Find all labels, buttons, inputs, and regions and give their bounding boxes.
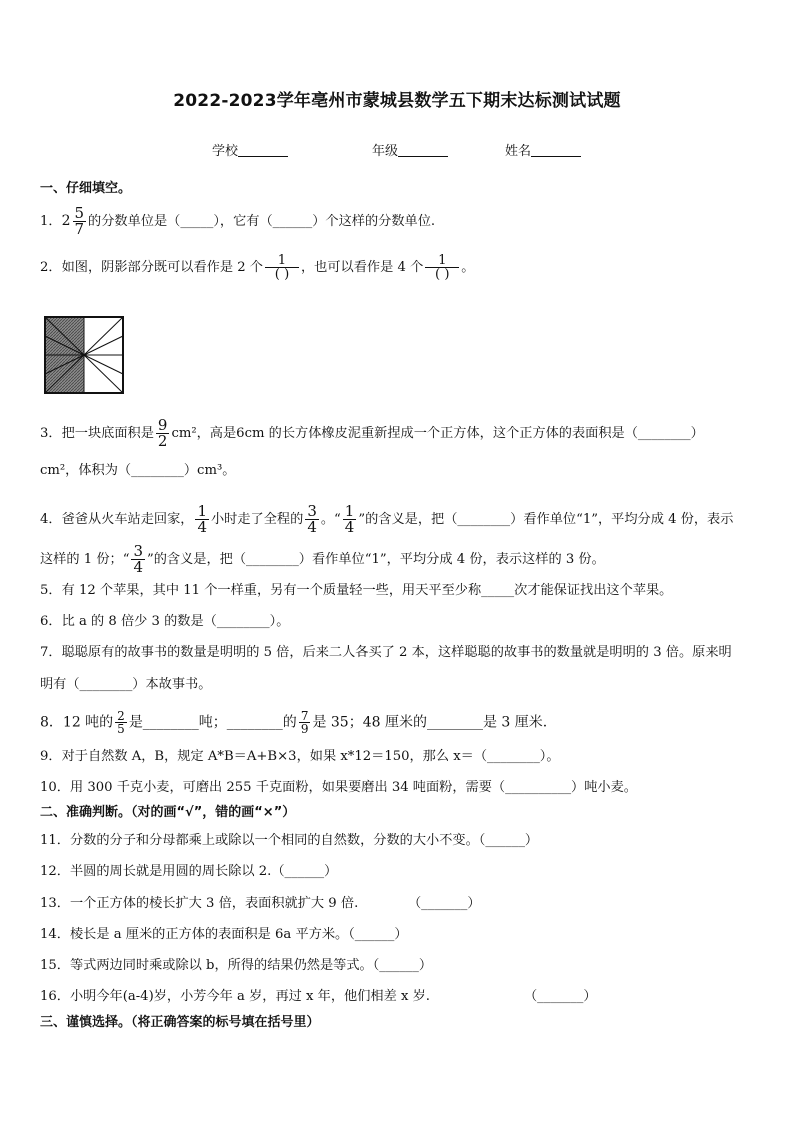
question-5: 5．有 12 个苹果，其中 11 个一样重，另有一个质量轻一些，用天平至少称_____次才能保证找出这个苹果。 (40, 583, 673, 598)
question-1 (40, 206, 435, 237)
question-7: 7．聪聪原有的故事书的数量是明明的 5 倍，后来二人各买了 2 本，这样聪聪的故事书的数量就是明明的 3 倍。原来明 (40, 645, 732, 660)
fraction-denominator: 4 (197, 518, 207, 536)
question-text: 这样的 1 份；“ (40, 552, 130, 567)
fraction-numerator: 7 (300, 709, 309, 723)
fraction-denominator: 5 (117, 722, 125, 736)
question-2 (40, 254, 474, 281)
school-label: 学校 (212, 144, 239, 159)
fraction (305, 504, 319, 535)
fraction (131, 544, 145, 575)
fraction (195, 504, 209, 535)
fraction-denominator: 4 (307, 518, 317, 536)
question-text: ”的含义是，把（________）看作单位“1”，平均分成 4 份，表示 (358, 512, 734, 527)
name-label: 姓名 (505, 144, 532, 159)
question-15: 15．等式两边同时乘或除以 b，所得的结果仍然是等式。（______） (40, 958, 433, 973)
name-blank[interactable] (531, 144, 581, 157)
fraction-denominator: 4 (344, 518, 355, 536)
question-text: 是________吨；________的 (128, 714, 297, 731)
fraction-numerator: 1 (344, 502, 355, 520)
name-field (505, 140, 581, 159)
fraction (343, 504, 357, 535)
fraction-numerator: 3 (307, 502, 317, 520)
fraction-numerator: 3 (133, 542, 143, 560)
question-6: 6．比 a 的 8 倍少 3 的数是（________）。 (40, 614, 290, 629)
question-11: 11．分数的分子和分母都乘上或除以一个相同的自然数，分数的大小不变。（______） (40, 833, 539, 848)
question-16-blank[interactable]: （_______） (524, 989, 597, 1004)
question-number: 2． (40, 260, 62, 276)
fraction-denominator: 2 (157, 432, 168, 450)
question-10: 10．用 300 千克小麦，可磨出 255 千克面粉，如果要磨出 34 吨面粉，需要（__________）吨小麦。 (40, 780, 637, 795)
fraction (265, 254, 299, 281)
question-text: 小时走了全程的 (211, 512, 304, 527)
school-blank[interactable] (238, 144, 288, 157)
fraction-numerator: 2 (117, 709, 125, 723)
question-14: 14．棱长是 a 厘米的正方体的表面积是 6a 平方米。（______） (40, 927, 408, 942)
question-8 (40, 710, 547, 735)
fraction (425, 254, 459, 281)
question-13-blank[interactable]: （_______） (408, 896, 481, 911)
section-3-heading: 三、谨慎选择。（将正确答案的标号填在括号里） (40, 1015, 320, 1030)
fraction (115, 710, 127, 735)
question-text: 8．12 吨的 (40, 714, 114, 731)
question-12: 12．半圆的周长就是用圆的周长除以 2.（______） (40, 864, 338, 879)
question-3-continued: cm²，体积为（________）cm³。 (40, 463, 236, 478)
question-3 (40, 418, 704, 449)
shaded-square-figure (44, 316, 124, 394)
question-9: 9．对于自然数 A，B，规定 A*B＝A+B×3，如果 x*12＝150，那么 x＝（________）。 (40, 749, 560, 764)
question-number: 1． (40, 214, 62, 229)
question-4 (40, 504, 733, 535)
mixed-whole: 2 (61, 213, 71, 229)
section-2-heading: 二、准确判断。（对的画“√”，错的画“×”） (40, 805, 296, 820)
section-1-heading: 一、仔细填空。 (40, 181, 132, 196)
fraction (299, 710, 311, 735)
grade-label: 年级 (372, 144, 399, 159)
fraction-numerator: 1 (265, 254, 299, 268)
question-7-continued: 明有（________）本故事书。 (40, 677, 212, 692)
question-text: 。“ (320, 512, 341, 527)
question-text: 的分数单位是（_____），它有（______）个这样的分数单位. (88, 214, 436, 229)
fraction-numerator: 5 (74, 204, 85, 222)
question-text: 。 (461, 260, 475, 276)
question-4-continued (40, 544, 605, 575)
grade-field (372, 140, 448, 159)
fraction-denominator: 7 (74, 220, 85, 238)
fraction (73, 206, 87, 237)
question-13: 13．一个正方体的棱长扩大 3 倍，表面积就扩大 9 倍. (40, 896, 359, 911)
grade-blank[interactable] (398, 144, 448, 157)
question-text: 爸爸从火车站走回家， (61, 512, 194, 527)
question-text: 把一块底面积是 (61, 426, 154, 441)
question-text: ”的含义是，把（________）看作单位“1”，平均分成 4 份，表示这样的 3 份。 (147, 552, 605, 567)
page-title: 2022-2023学年亳州市蒙城县数学五下期末达标测试试题 (173, 91, 621, 111)
fraction-numerator: 9 (157, 416, 168, 434)
fraction-numerator: 1 (197, 502, 207, 520)
question-text: cm²，高是6cm 的长方体橡皮泥重新捏成一个正方体，这个正方体的表面积是（________） (171, 426, 704, 441)
question-number: 4． (40, 512, 62, 527)
school-field (212, 140, 288, 159)
fraction-denominator[interactable]: ( ) (274, 267, 290, 283)
question-number: 3． (40, 426, 62, 441)
question-16: 16．小明今年(a-4)岁，小芳今年 a 岁，再过 x 年，他们相差 x 岁. (40, 989, 430, 1004)
question-text: 是 35；48 厘米的________是 3 厘米. (312, 714, 548, 731)
question-text: 如图，阴影部分既可以看作是 2 个 (61, 260, 263, 276)
fraction-denominator: 9 (300, 722, 309, 736)
fraction-denominator: 4 (133, 558, 143, 576)
fraction-numerator: 1 (425, 254, 459, 268)
fraction-denominator[interactable]: ( ) (435, 267, 450, 283)
question-text: ，也可以看作是 4 个 (300, 260, 424, 276)
fraction (156, 418, 170, 449)
